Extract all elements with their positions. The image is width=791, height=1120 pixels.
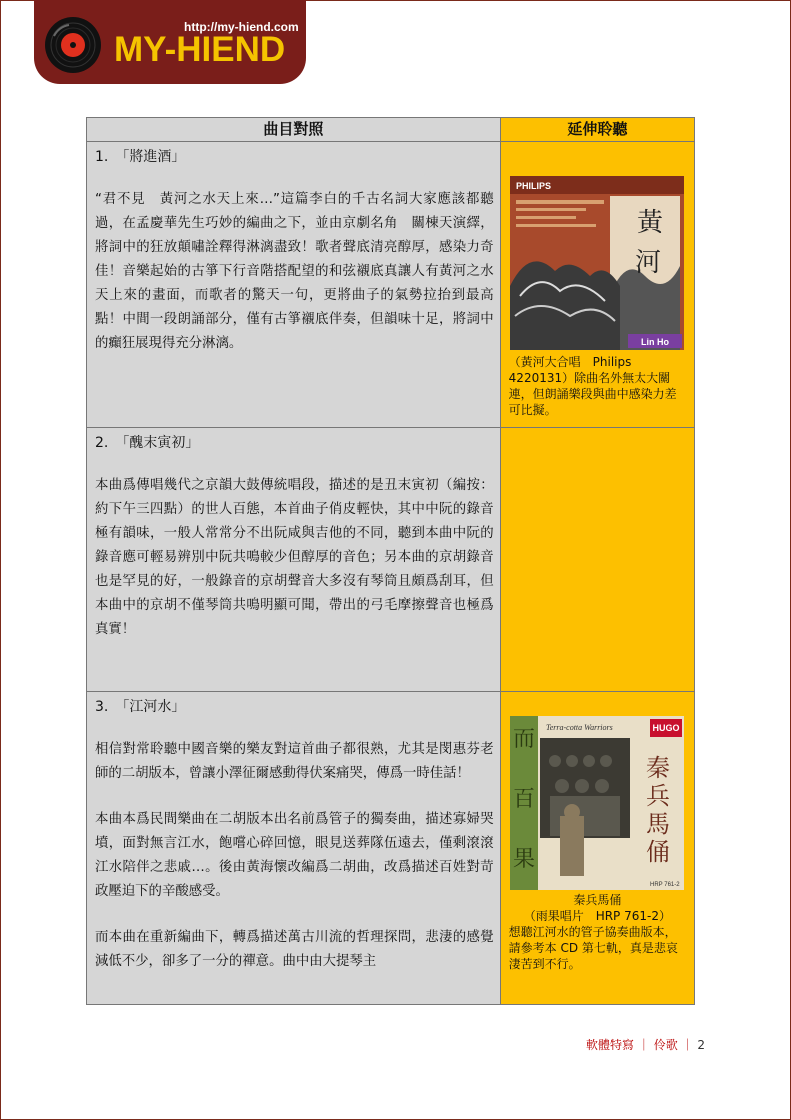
extended-listening-cell xyxy=(500,428,694,692)
track-description-cell xyxy=(87,428,501,692)
col-header-extended: 延伸聆聽 xyxy=(500,118,694,142)
track-title: 1. 「將進酒」 xyxy=(95,149,186,165)
footer-divider: ｜ xyxy=(637,1038,650,1052)
page-footer xyxy=(586,1036,705,1053)
track-comparison-table xyxy=(86,117,695,1005)
track-title: 3. 「江河水」 xyxy=(95,699,186,715)
table-row xyxy=(87,692,695,1005)
cover-brand: PHILIPS xyxy=(516,181,552,191)
track-title: 2. 「醜末寅初」 xyxy=(95,435,200,451)
cover-sub: Terra-cotta Warriors xyxy=(546,723,614,732)
album-caption: （黃河大合唱 Philips 4220131）除曲名外無太大關連，但朗誦樂段與曲中感染力差可比擬。 xyxy=(508,355,677,417)
brand-name: MY-HIEND xyxy=(114,30,286,69)
track-paragraph: 本曲本爲民間樂曲在二胡版本出名前爲管子的獨奏曲，描述寡婦哭墳，面對無言江水，飽嚐心碎回憶，眼見送葬隊伍遠去，僅剩滾滾江水陪伴之悲戚…。後由黃海懷改編爲二胡曲，改爲描述百姓對苛政壓迫下的辛酸感受。 xyxy=(95,812,494,899)
svg-text:俑: 俑 xyxy=(646,838,671,866)
svg-text:秦: 秦 xyxy=(646,754,671,782)
table-header-row xyxy=(87,118,695,142)
site-logo[interactable] xyxy=(34,0,306,84)
album-caption: 想聽江河水的管子協奏曲版本，請參考本 CD 第七軌，真是悲哀淒苦到不行。 xyxy=(508,925,678,971)
track-description-cell xyxy=(87,142,501,428)
svg-text:果: 果 xyxy=(513,847,536,872)
svg-text:黃: 黃 xyxy=(637,208,664,238)
cover-artist: Lin Ho xyxy=(641,337,670,347)
site-url[interactable]: http://my-hiend.com xyxy=(184,20,299,34)
track-paragraph: “君不見 黃河之水天上來…”這篇李白的千古名詞大家應該都聽過，在孟慶華先生巧妙的編曲之下，並由京劇名角 關棟天演繹，將詞中的狂放顛嘯詮釋得淋漓盡致！歌者聲底清亮醇厚，感染力奇佳！音樂起始的古箏下行音階搭配望的和弦襯底真讓人有黃河之水天上來的畫面，而歌者的驚天一句，更將曲子的氣勢拉抬到最高點！中間一段朗誦部分，僅有古箏襯底伴奏，但韻味十足，將詞中的癲狂展現得充分淋漓。 xyxy=(95,192,494,351)
footer-title: 伶歌 xyxy=(653,1038,678,1052)
cover-code: HRP 761-2 xyxy=(650,882,680,888)
album-caption-sub: （雨果唱片 HRP 761-2） xyxy=(523,909,671,923)
album-caption-title: 秦兵馬俑 xyxy=(573,893,622,907)
cover-brand: HUGO xyxy=(652,723,680,733)
album-cover-terracotta[interactable] xyxy=(510,716,684,890)
page-number: 2 xyxy=(697,1038,706,1052)
table-row xyxy=(87,428,695,692)
track-paragraph: 本曲爲傳唱幾代之京韻大鼓傳統唱段，描述的是丑末寅初（編按：約下午三四點）的世人百態，本首曲子俏皮輕快，其中中阮的錄音極有韻味，一般人常常分不出阮咸與吉他的不同，聽到本曲中阮的錄音應可輕易辨別中阮共鳴較少但醇厚的音色；另本曲的京胡錄音也是罕見的好，一般錄音的京胡聲音大多沒有琴筒且頗爲刮耳，但本曲中的京胡不僅琴筒共鳴明顯可聞，帶出的弓毛摩擦聲音也極爲真實！ xyxy=(95,478,494,637)
table-row xyxy=(87,142,695,428)
extended-listening-cell xyxy=(500,142,694,428)
track-description-cell xyxy=(87,692,501,1005)
footer-section: 軟體特寫 xyxy=(586,1038,635,1052)
track-paragraph: 而本曲在重新編曲下，轉爲描述萬古川流的哲理探問，悲淒的感覺減低不少，卻多了一分的禪意。曲中由大提琴主 xyxy=(95,930,494,969)
svg-text:馬: 馬 xyxy=(646,810,671,838)
album-cover-huanghe[interactable] xyxy=(510,176,684,350)
col-header-tracks: 曲目對照 xyxy=(87,118,501,142)
svg-text:河: 河 xyxy=(635,248,662,278)
vinyl-disc-icon xyxy=(44,16,102,74)
svg-text:百: 百 xyxy=(513,787,536,812)
svg-text:而: 而 xyxy=(513,727,536,752)
extended-listening-cell xyxy=(500,692,694,1005)
svg-text:兵: 兵 xyxy=(646,782,671,810)
footer-divider: ｜ xyxy=(681,1038,694,1052)
track-paragraph: 相信對常聆聽中國音樂的樂友對這首曲子都很熟，尤其是閔惠芬老師的二胡版本，曾讓小澤征爾感動得伏案痛哭，傳爲一時佳話！ xyxy=(95,742,494,781)
